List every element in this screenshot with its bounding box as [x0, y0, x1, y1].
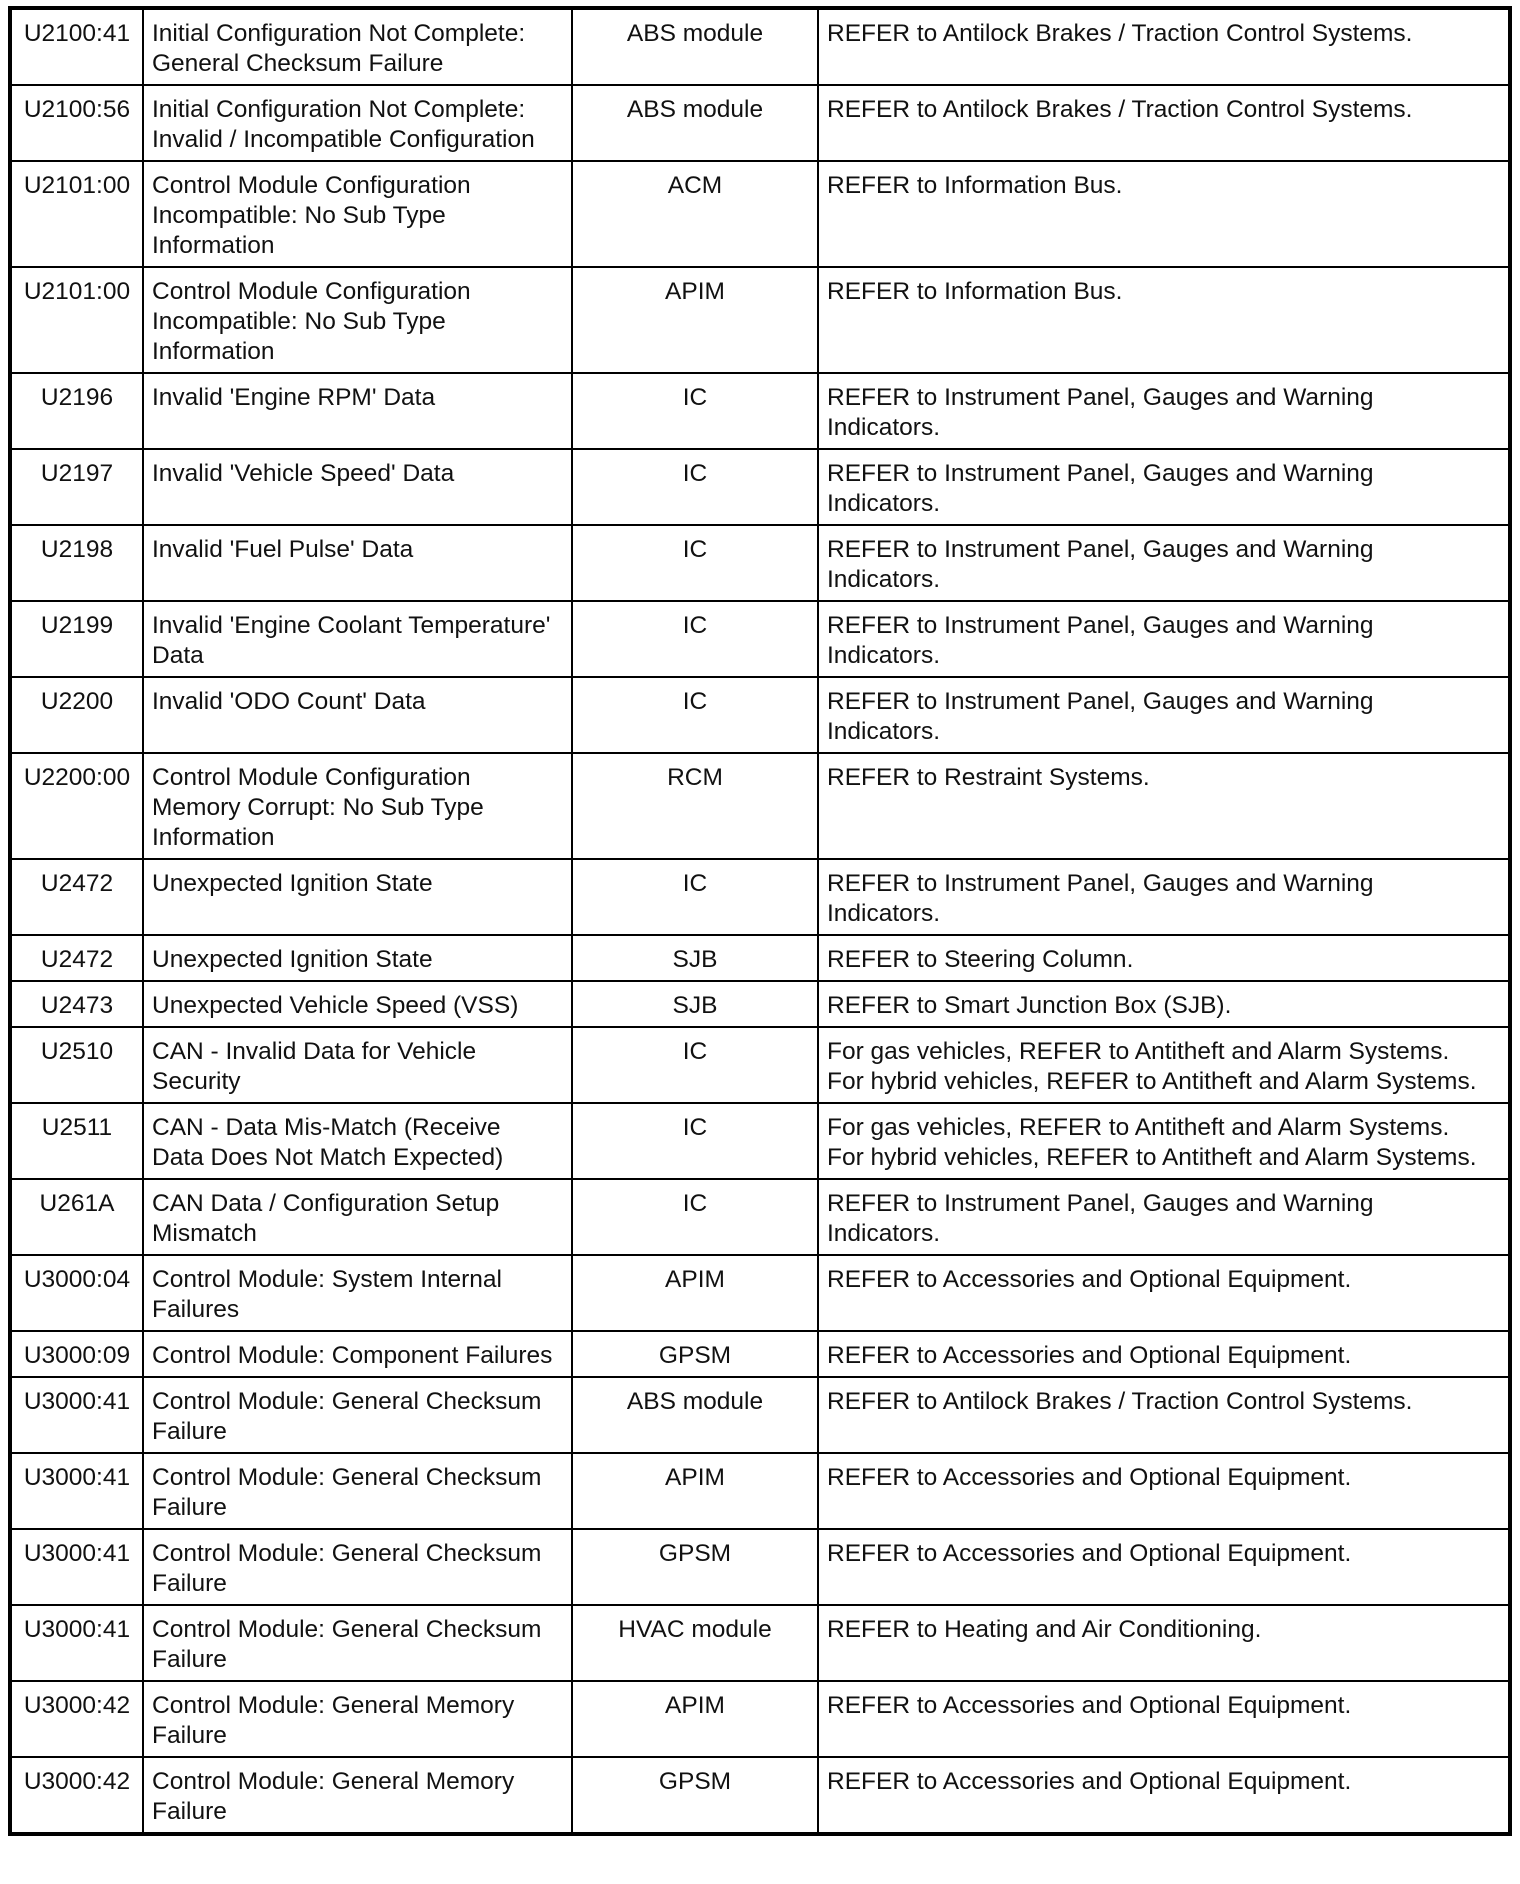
- dtc-action: For gas vehicles, REFER to Antitheft and Alarm Systems. For hybrid vehicles, REFER to Antitheft and Alarm Systems.: [818, 1027, 1510, 1103]
- dtc-module: ABS module: [572, 8, 818, 85]
- dtc-description: Control Module: General Memory Failure: [143, 1757, 572, 1834]
- dtc-code: U2101:00: [10, 267, 143, 373]
- dtc-module: ABS module: [572, 85, 818, 161]
- dtc-module: IC: [572, 677, 818, 753]
- table-row: [10, 677, 1510, 753]
- table-row: [10, 1529, 1510, 1605]
- dtc-action: REFER to Instrument Panel, Gauges and Warning Indicators.: [818, 449, 1510, 525]
- table-row: [10, 1453, 1510, 1529]
- dtc-description: Control Module: General Checksum Failure: [143, 1377, 572, 1453]
- dtc-code: U3000:41: [10, 1377, 143, 1453]
- dtc-code: U2472: [10, 935, 143, 981]
- dtc-description: Invalid 'Fuel Pulse' Data: [143, 525, 572, 601]
- dtc-code: U3000:41: [10, 1453, 143, 1529]
- dtc-code: U2511: [10, 1103, 143, 1179]
- dtc-description: Invalid 'Vehicle Speed' Data: [143, 449, 572, 525]
- dtc-description: Invalid 'ODO Count' Data: [143, 677, 572, 753]
- dtc-description: CAN - Invalid Data for Vehicle Security: [143, 1027, 572, 1103]
- table-row: [10, 373, 1510, 449]
- dtc-description: Control Module: General Checksum Failure: [143, 1605, 572, 1681]
- dtc-code: U2101:00: [10, 161, 143, 267]
- dtc-action: REFER to Antilock Brakes / Traction Control Systems.: [818, 8, 1510, 85]
- dtc-code: U2100:56: [10, 85, 143, 161]
- dtc-action: REFER to Information Bus.: [818, 161, 1510, 267]
- dtc-action: REFER to Instrument Panel, Gauges and Warning Indicators.: [818, 677, 1510, 753]
- dtc-action: REFER to Instrument Panel, Gauges and Warning Indicators.: [818, 1179, 1510, 1255]
- dtc-action: REFER to Accessories and Optional Equipment.: [818, 1453, 1510, 1529]
- dtc-action: REFER to Restraint Systems.: [818, 753, 1510, 859]
- dtc-code: U2200: [10, 677, 143, 753]
- table-row: [10, 935, 1510, 981]
- dtc-code: U3000:42: [10, 1757, 143, 1834]
- dtc-description: Control Module Configuration Memory Corrupt: No Sub Type Information: [143, 753, 572, 859]
- dtc-action: REFER to Instrument Panel, Gauges and Warning Indicators.: [818, 601, 1510, 677]
- dtc-module: IC: [572, 525, 818, 601]
- dtc-action: REFER to Information Bus.: [818, 267, 1510, 373]
- dtc-module: ACM: [572, 161, 818, 267]
- dtc-action: REFER to Accessories and Optional Equipment.: [818, 1757, 1510, 1834]
- dtc-module: GPSM: [572, 1331, 818, 1377]
- dtc-code: U2472: [10, 859, 143, 935]
- dtc-module: IC: [572, 449, 818, 525]
- dtc-description: Control Module Configuration Incompatible: No Sub Type Information: [143, 267, 572, 373]
- dtc-code: U2200:00: [10, 753, 143, 859]
- table-row: [10, 1331, 1510, 1377]
- dtc-module: SJB: [572, 981, 818, 1027]
- table-row: [10, 601, 1510, 677]
- dtc-module: APIM: [572, 1453, 818, 1529]
- table-row: [10, 1027, 1510, 1103]
- dtc-description: Initial Configuration Not Complete: Invalid / Incompatible Configuration: [143, 85, 572, 161]
- dtc-module: APIM: [572, 1255, 818, 1331]
- dtc-description: Control Module: System Internal Failures: [143, 1255, 572, 1331]
- dtc-module: IC: [572, 1027, 818, 1103]
- dtc-action: REFER to Accessories and Optional Equipment.: [818, 1331, 1510, 1377]
- dtc-code: U2510: [10, 1027, 143, 1103]
- dtc-description: Unexpected Ignition State: [143, 859, 572, 935]
- table-row: [10, 161, 1510, 267]
- dtc-code: U2199: [10, 601, 143, 677]
- table-row: [10, 525, 1510, 601]
- table-row: [10, 859, 1510, 935]
- dtc-module: APIM: [572, 1681, 818, 1757]
- dtc-action: REFER to Antilock Brakes / Traction Control Systems.: [818, 85, 1510, 161]
- dtc-table: [8, 6, 1512, 1836]
- dtc-code: U3000:04: [10, 1255, 143, 1331]
- table-row: [10, 981, 1510, 1027]
- dtc-code: U3000:41: [10, 1529, 143, 1605]
- table-row: [10, 8, 1510, 85]
- dtc-description: Invalid 'Engine RPM' Data: [143, 373, 572, 449]
- table-row: [10, 449, 1510, 525]
- dtc-description: Control Module: General Checksum Failure: [143, 1453, 572, 1529]
- dtc-code: U2473: [10, 981, 143, 1027]
- dtc-action: REFER to Antilock Brakes / Traction Control Systems.: [818, 1377, 1510, 1453]
- dtc-action: REFER to Instrument Panel, Gauges and Warning Indicators.: [818, 859, 1510, 935]
- table-row: [10, 1757, 1510, 1834]
- dtc-description: Initial Configuration Not Complete: General Checksum Failure: [143, 8, 572, 85]
- dtc-code: U261A: [10, 1179, 143, 1255]
- table-row: [10, 753, 1510, 859]
- dtc-table-body: [10, 8, 1510, 1834]
- dtc-code: U3000:42: [10, 1681, 143, 1757]
- dtc-description: Control Module: Component Failures: [143, 1331, 572, 1377]
- dtc-action: REFER to Instrument Panel, Gauges and Warning Indicators.: [818, 373, 1510, 449]
- dtc-module: IC: [572, 1103, 818, 1179]
- dtc-description: Invalid 'Engine Coolant Temperature' Data: [143, 601, 572, 677]
- dtc-action: REFER to Instrument Panel, Gauges and Warning Indicators.: [818, 525, 1510, 601]
- dtc-code: U3000:09: [10, 1331, 143, 1377]
- dtc-code: U2197: [10, 449, 143, 525]
- dtc-action: REFER to Heating and Air Conditioning.: [818, 1605, 1510, 1681]
- dtc-action: REFER to Accessories and Optional Equipment.: [818, 1529, 1510, 1605]
- table-row: [10, 1179, 1510, 1255]
- dtc-description: Control Module: General Memory Failure: [143, 1681, 572, 1757]
- dtc-description: Unexpected Vehicle Speed (VSS): [143, 981, 572, 1027]
- dtc-module: IC: [572, 601, 818, 677]
- dtc-module: ABS module: [572, 1377, 818, 1453]
- dtc-action: For gas vehicles, REFER to Antitheft and Alarm Systems. For hybrid vehicles, REFER to Antitheft and Alarm Systems.: [818, 1103, 1510, 1179]
- dtc-module: IC: [572, 859, 818, 935]
- dtc-code: U2198: [10, 525, 143, 601]
- dtc-module: APIM: [572, 267, 818, 373]
- dtc-code: U3000:41: [10, 1605, 143, 1681]
- dtc-module: RCM: [572, 753, 818, 859]
- dtc-module: GPSM: [572, 1529, 818, 1605]
- table-row: [10, 1605, 1510, 1681]
- table-row: [10, 1377, 1510, 1453]
- dtc-action: REFER to Smart Junction Box (SJB).: [818, 981, 1510, 1027]
- table-row: [10, 1103, 1510, 1179]
- dtc-module: HVAC module: [572, 1605, 818, 1681]
- dtc-description: CAN Data / Configuration Setup Mismatch: [143, 1179, 572, 1255]
- dtc-module: GPSM: [572, 1757, 818, 1834]
- table-row: [10, 1255, 1510, 1331]
- dtc-code: U2196: [10, 373, 143, 449]
- dtc-module: SJB: [572, 935, 818, 981]
- dtc-description: CAN - Data Mis-Match (Receive Data Does Not Match Expected): [143, 1103, 572, 1179]
- dtc-action: REFER to Steering Column.: [818, 935, 1510, 981]
- table-row: [10, 85, 1510, 161]
- dtc-module: IC: [572, 1179, 818, 1255]
- table-row: [10, 1681, 1510, 1757]
- dtc-action: REFER to Accessories and Optional Equipment.: [818, 1681, 1510, 1757]
- table-row: [10, 267, 1510, 373]
- dtc-action: REFER to Accessories and Optional Equipment.: [818, 1255, 1510, 1331]
- dtc-code: U2100:41: [10, 8, 143, 85]
- dtc-module: IC: [572, 373, 818, 449]
- dtc-description: Control Module: General Checksum Failure: [143, 1529, 572, 1605]
- dtc-description: Control Module Configuration Incompatible: No Sub Type Information: [143, 161, 572, 267]
- dtc-description: Unexpected Ignition State: [143, 935, 572, 981]
